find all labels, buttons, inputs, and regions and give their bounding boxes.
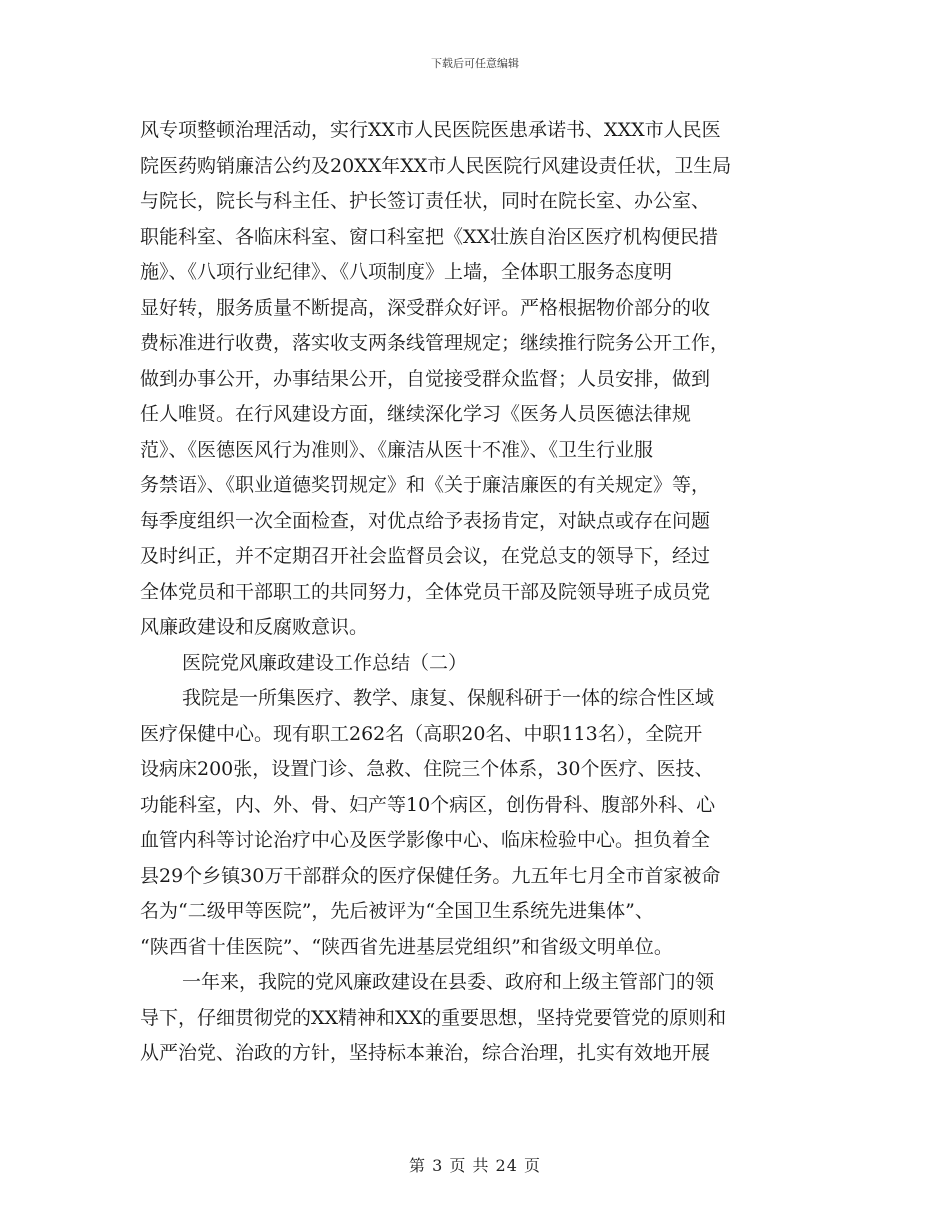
text-line: 做到办事公开，办事结果公开，自觉接受群众监督；人员安排，做到 — [140, 367, 711, 390]
page-footer: 第 3 页 共 24 页 — [409, 1156, 541, 1175]
document-body — [140, 113, 820, 1072]
page-header: 下载后可任意编辑 — [431, 57, 519, 70]
text-line: 功能科室，内、外、骨、妇产等10个病区，创伤骨科、腹部外科、心 — [140, 793, 716, 816]
text-line: 院医药购销廉洁公约及20XX年XX市人民医院行风建设责任状，卫生局 — [140, 154, 732, 177]
text-line: 风廉政建设和反腐败意识。 — [140, 616, 369, 638]
text-line: 范》、《医德医风行为准则》、《廉洁从医十不准》、《卫生行业服 — [140, 438, 654, 461]
text-line: 医院党风廉政建设工作总结（二） — [182, 651, 468, 674]
text-line: “陕西省十佳医院”、“陕西省先进基层党组织”和省级文明单位。 — [140, 935, 673, 958]
text-line: 风专项整顿治理活动，实行XX市人民医院医患承诺书、XXX市人民医 — [140, 119, 721, 141]
text-line: 费标准进行收费，落实收支两条线管理规定；继续推行院务公开工作， — [140, 332, 730, 354]
text-line: 医疗保健中心。现有职工262名（高职20名、中职113名），全院开 — [140, 722, 703, 745]
text-line: 及时纠正，并不定期召开社会监督员会议，在党总支的领导下，经过 — [140, 545, 711, 567]
text-line: 导下，仔细贯彻党的XX精神和XX的重要思想，坚持党要管党的原则和 — [140, 1006, 727, 1029]
text-line: 全体党员和干部职工的共同努力，全体党员干部及院领导班子成员党 — [140, 580, 711, 603]
text-line: 与院长，院长与科主任、护长签订责任状，同时在院长室、办公室、 — [140, 190, 711, 212]
text-line: 显好转，服务质量不断提高，深受群众好评。严格根据物价部分的收 — [140, 296, 711, 319]
text-line: 从严治党、治政的方针，坚持标本兼治，综合治理，扎实有效地开展 — [140, 1042, 711, 1064]
text-line: 职能科室、各临床科室、窗口科室把《XX壮族自治区医疗机构便民措 — [140, 225, 719, 248]
text-line: 血管内科等讨论治疗中心及医学影像中心、临床检验中心。担负着全 — [140, 829, 711, 851]
text-line: 县29个乡镇30万干部群众的医疗保健任务。九五年七月全市首家被命 — [140, 864, 721, 887]
text-line: 每季度组织一次全面检查，对优点给予表扬肯定，对缺点或存在问题 — [140, 509, 711, 532]
text-line: 名为“二级甲等医院”，先后被评为“全国卫生系统先进集体”、 — [140, 900, 654, 922]
text-line: 任人唯贤。在行风建设方面，继续深化学习《医务人员医德法律规 — [140, 403, 692, 425]
text-line: 务禁语》、《职业道德奖罚规定》和《关于廉洁廉医的有关规定》等， — [140, 474, 711, 496]
text-line: 我院是一所集医疗、教学、康复、保舰科研于一体的综合性区域 — [182, 687, 715, 709]
text-line: 施》、《八项行业纪律》、《八项制度》上墙，全体职工服务态度明 — [140, 261, 673, 283]
text-line: 一年来，我院的党风廉政建设在县委、政府和上级主管部门的领 — [182, 971, 715, 993]
text-line: 设病床200张，设置门诊、急救、住院三个体系，30个医疗、医技、 — [140, 758, 714, 780]
